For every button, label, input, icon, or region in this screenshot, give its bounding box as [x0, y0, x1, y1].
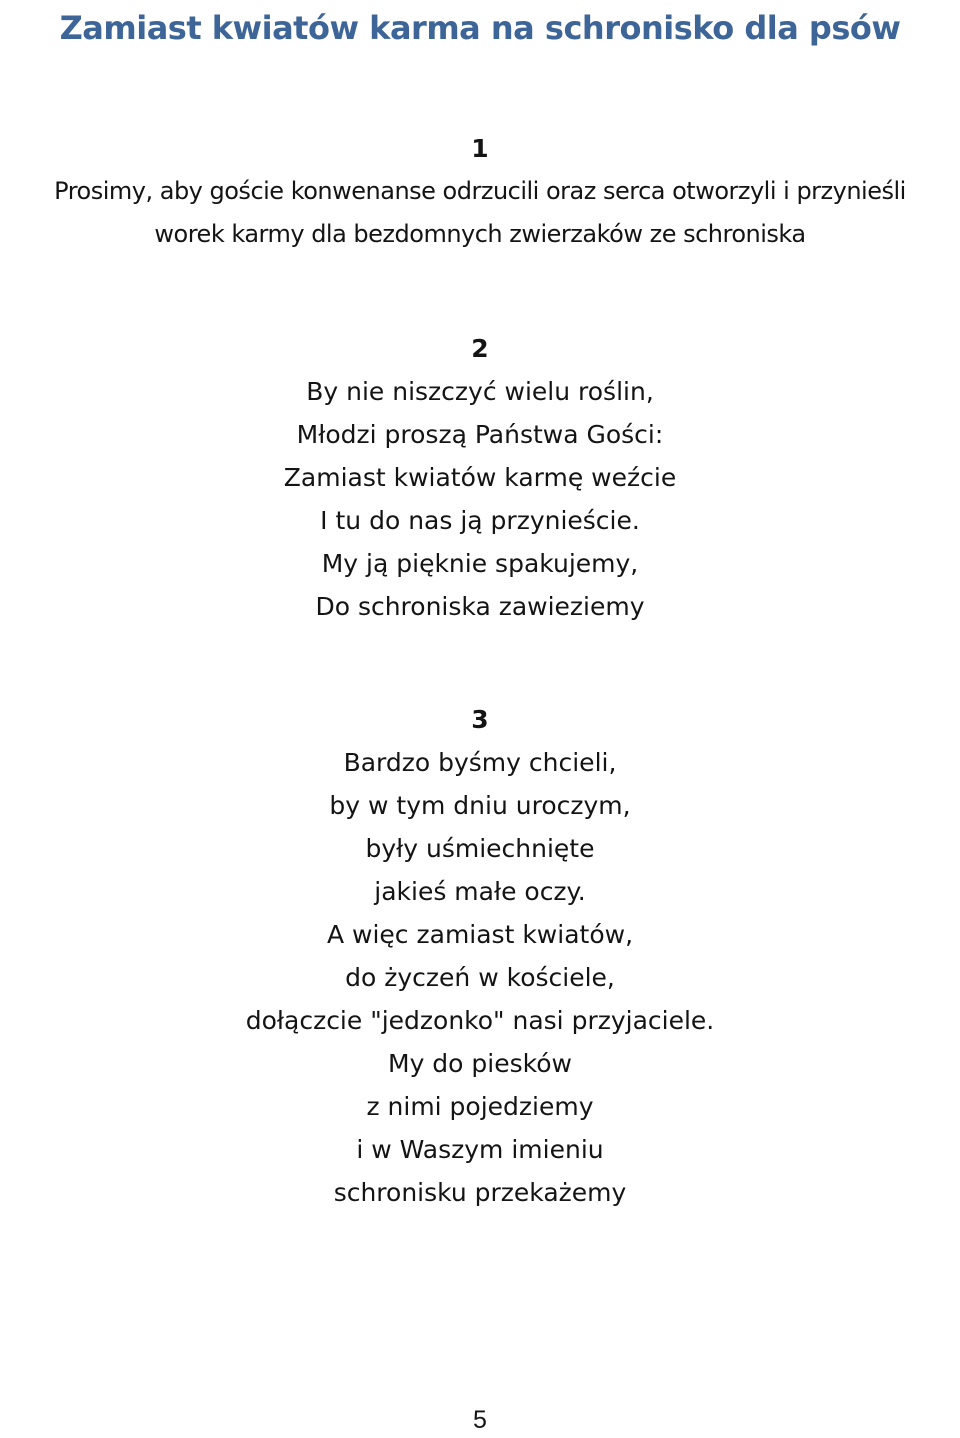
verse-line: By nie niszczyć wielu roślin, — [306, 377, 654, 406]
verse-line: My do piesków — [388, 1049, 572, 1078]
verse-line: schronisku przekażemy — [333, 1178, 627, 1207]
stanza-number: 2 — [471, 334, 489, 363]
stanza-3 — [0, 698, 960, 1214]
verse-line: do życzeń w kościele, — [345, 963, 615, 992]
verse-line: A więc zamiast kwiatów, — [326, 920, 634, 949]
stanza-1 — [0, 127, 960, 256]
page-number: 5 — [473, 1406, 487, 1434]
verse-line: My ją pięknie spakujemy, — [321, 549, 639, 578]
verse-line: I tu do nas ją przynieście. — [320, 506, 640, 535]
verse-line: Prosimy, aby goście konwenanse odrzucili oraz serca otworzyli i przynieśli — [54, 177, 906, 205]
verse-line: Bardzo byśmy chcieli, — [343, 748, 617, 777]
page-title: Zamiast kwiatów karma na schronisko dla psów — [59, 9, 901, 47]
stanza-2 — [0, 327, 960, 628]
verse-line: Zamiast kwiatów karmę weźcie — [283, 463, 677, 492]
verse-line: z nimi pojedziemy — [366, 1092, 594, 1121]
verse-line: były uśmiechnięte — [365, 834, 595, 863]
verse-line: jakieś małe oczy. — [374, 877, 586, 906]
verse-line: dołączcie "jedzonko" nasi przyjaciele. — [245, 1006, 715, 1035]
verse-line: Młodzi proszą Państwa Gości: — [296, 420, 664, 449]
stanza-number: 1 — [471, 134, 489, 163]
verse-line: worek karmy dla bezdomnych zwierzaków ze schroniska — [154, 220, 806, 248]
verse-line: by w tym dniu uroczym, — [329, 791, 631, 820]
stanza-number: 3 — [471, 705, 489, 734]
verse-line: Do schroniska zawieziemy — [315, 592, 645, 621]
verse-line: i w Waszym imieniu — [356, 1135, 604, 1164]
